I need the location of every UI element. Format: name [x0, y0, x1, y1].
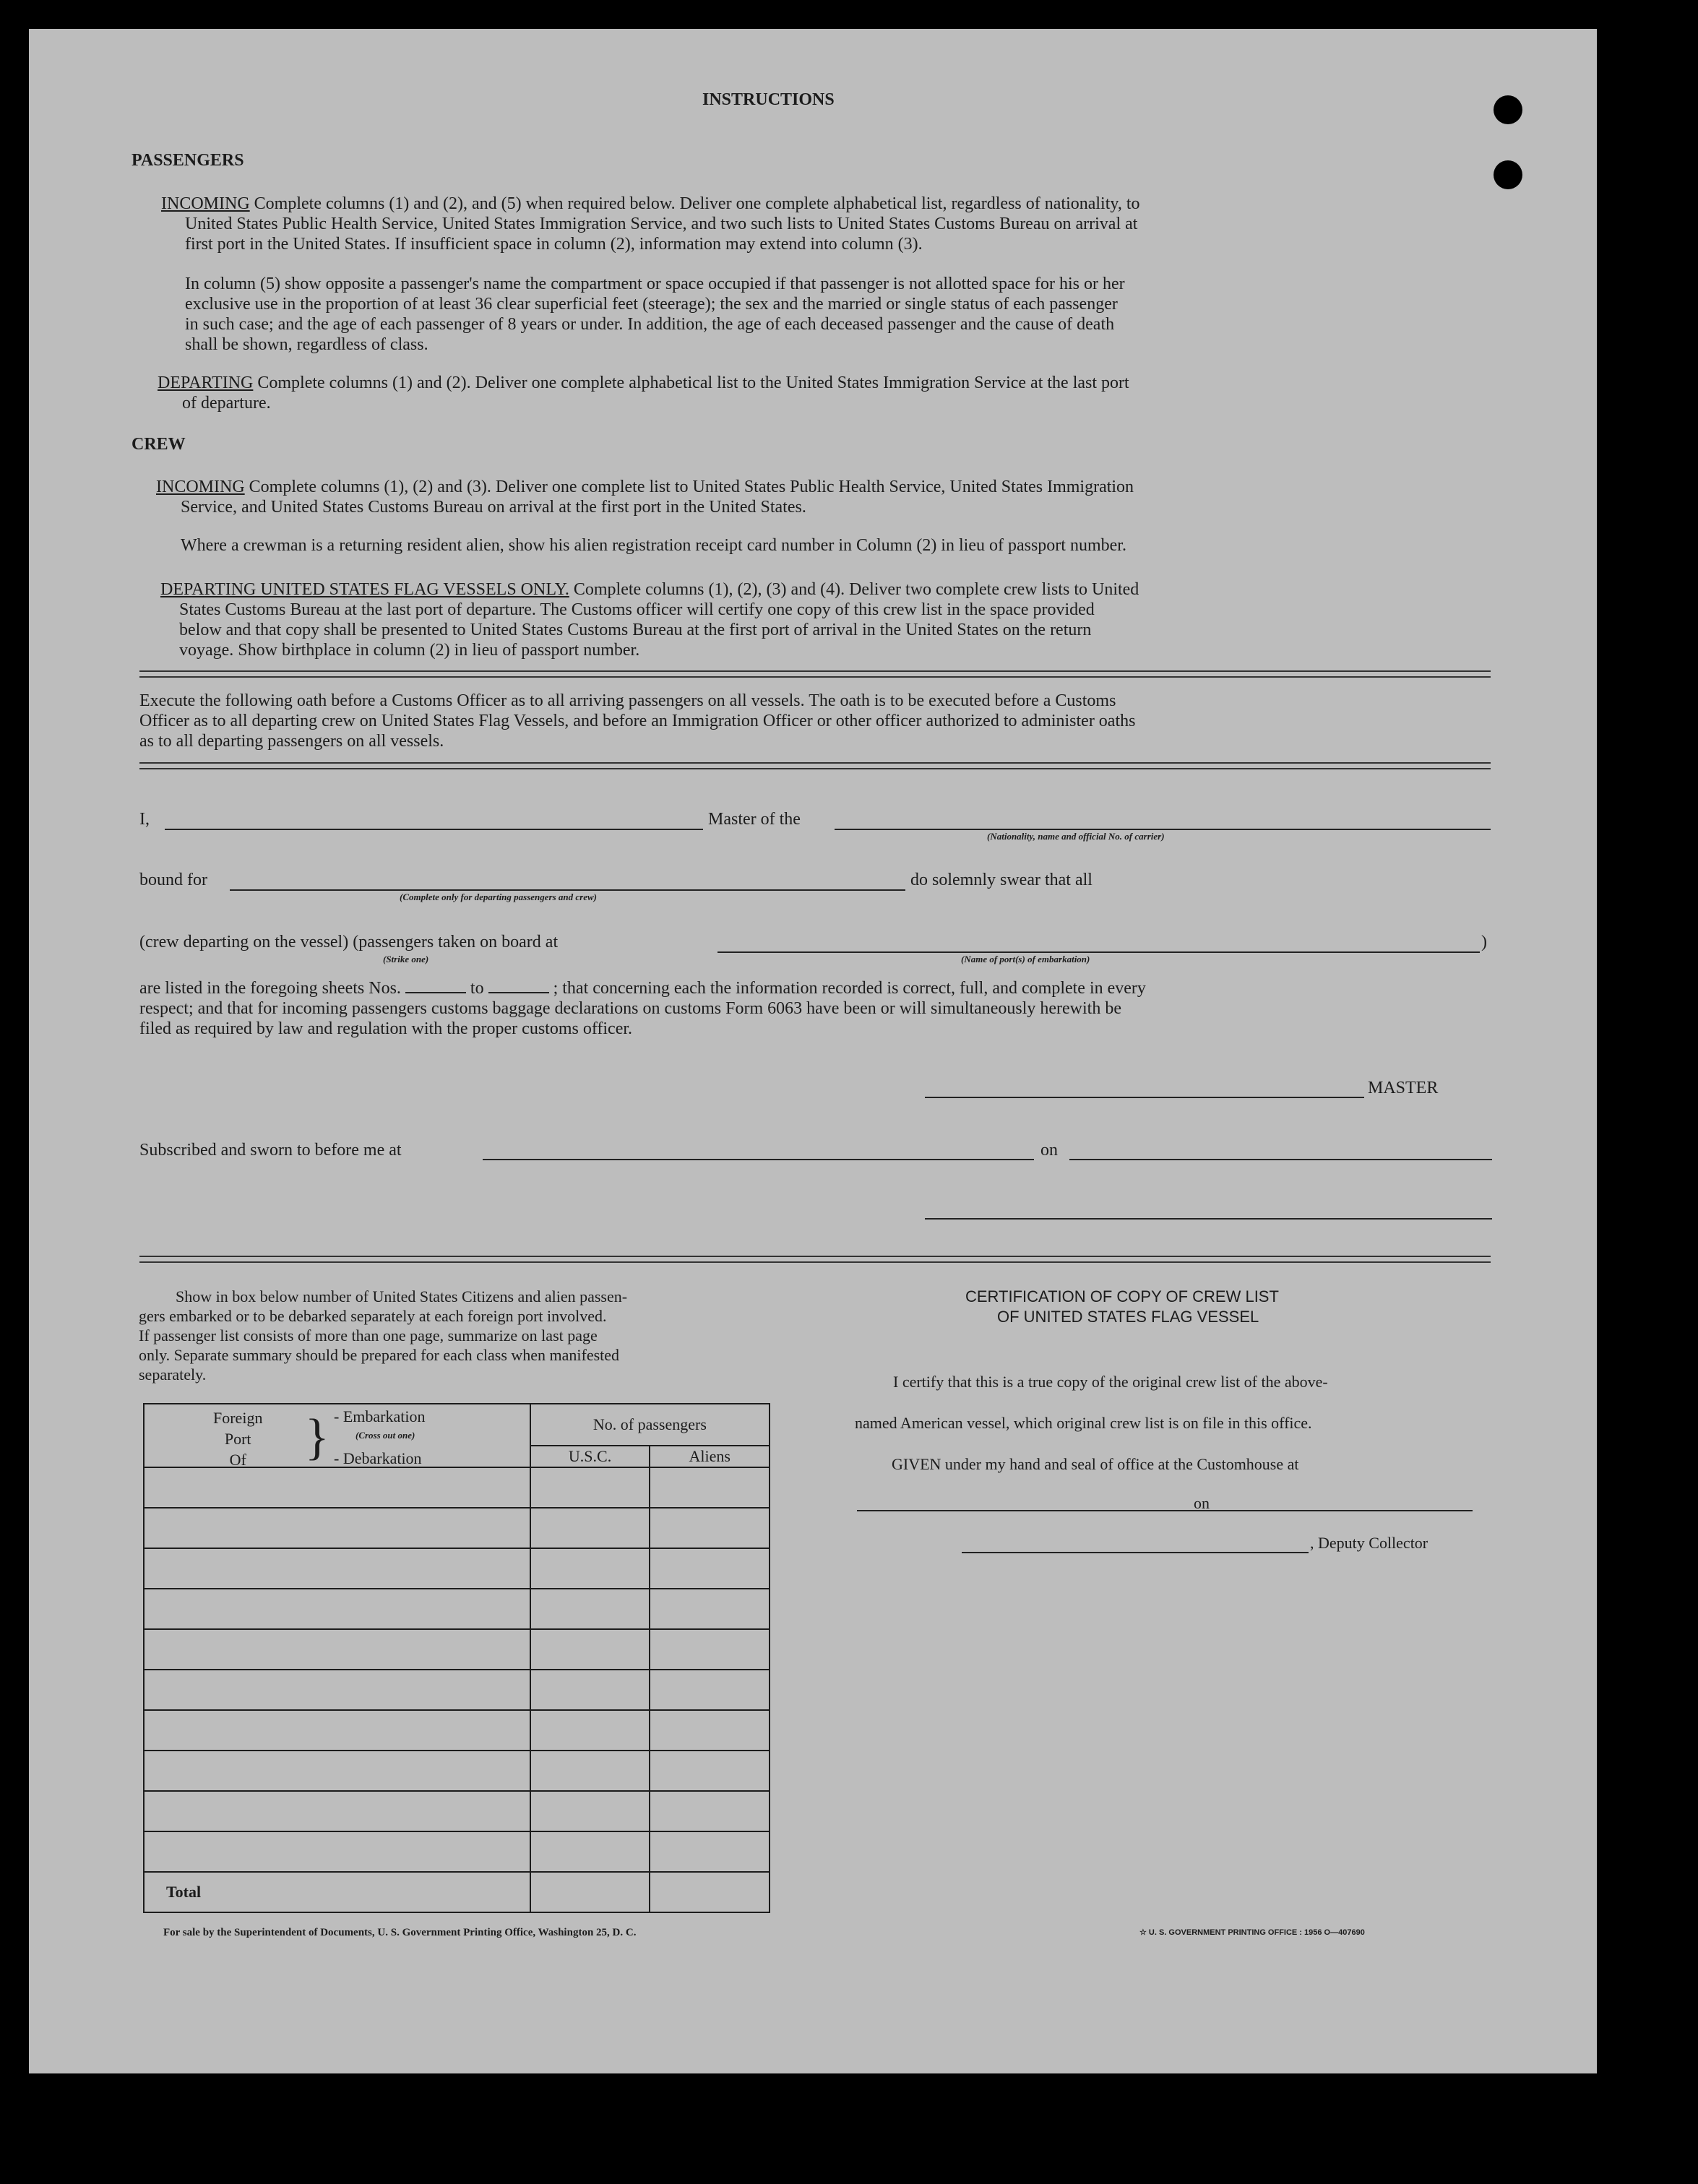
customhouse-field[interactable] — [857, 1510, 1222, 1511]
certification-title2: OF UNITED STATES FLAG VESSEL — [997, 1308, 1259, 1326]
crew-departing-line2: States Customs Bureau at the last port of departure. The Customs officer will certify one copy of this crew list in the space provided — [179, 600, 1095, 619]
crew-resident-line: Where a crewman is a returning resident alien, show his alien registration receipt card number in Column (2) in lieu of passport number. — [181, 536, 1126, 555]
aliens-cell[interactable] — [650, 1508, 770, 1548]
certification-title1: CERTIFICATION OF COPY OF CREW LIST — [965, 1287, 1279, 1305]
certification-line3: GIVEN under my hand and seal of office at the Customhouse at — [892, 1455, 1299, 1473]
certification-on-label: on — [1194, 1494, 1210, 1512]
subscribed-date-field[interactable] — [1069, 1159, 1492, 1160]
master-name-field[interactable] — [165, 829, 703, 830]
summary-line5: separately. — [139, 1365, 207, 1384]
usc-cell[interactable] — [530, 1589, 650, 1629]
col5-line3: in such case; and the age of each passenger of 8 years or under. In addition, the age of each deceased passenger and the cause of death — [185, 315, 1115, 334]
crew-incoming-line2: Service, and United States Customs Bureau on arrival at the first port in the United States. — [181, 498, 806, 517]
subscribed-on-label: on — [1040, 1141, 1058, 1160]
port-header: Foreign Port Of } - Embarkation (Cross out one) - Debarkation — [144, 1404, 530, 1467]
sheet-from-field[interactable] — [405, 979, 466, 993]
ports-caption: (Name of port(s) of embarkation) — [961, 954, 1090, 964]
port-cell[interactable] — [144, 1508, 530, 1548]
brace: } — [305, 1410, 329, 1465]
subscribed-label: Subscribed and sworn to before me at — [139, 1141, 402, 1160]
passengers-incoming-line1: INCOMING Complete columns (1) and (2), and (5) when required below. Deliver one complete alphabetical list, regardless of nationality, to — [161, 194, 1140, 213]
sheet-to-field[interactable] — [488, 979, 549, 993]
aliens-cell[interactable] — [650, 1831, 770, 1872]
oath-intro-line2: Officer as to all departing crew on United States Flag Vessels, and before an Immigration Officer or other officer authorized to administer oaths — [139, 712, 1136, 730]
certification-date-field[interactable] — [1221, 1510, 1473, 1511]
crew-departing-label: (crew departing on the vessel) (passengers taken on board at — [139, 933, 559, 951]
col5-line2: exclusive use in the proportion of at least 36 clear superficial feet (steerage); the sex and the married or single status of each passenger — [185, 295, 1118, 314]
usc-cell[interactable] — [530, 1670, 650, 1710]
deputy-signature-field[interactable] — [962, 1552, 1309, 1553]
usc-cell[interactable] — [530, 1548, 650, 1589]
crew-incoming-label: INCOMING — [156, 478, 245, 496]
close-paren: ) — [1481, 933, 1487, 951]
summary-line4: only. Separate summary should be prepared for each class when manifested — [139, 1346, 620, 1364]
certification-line1: I certify that this is a true copy of the original crew list of the above- — [893, 1373, 1328, 1391]
deputy-collector-label: , Deputy Collector — [1310, 1534, 1428, 1552]
listed-line: are listed in the foregoing sheets Nos. to ; that concerning each the information recorded is correct, full, and complete in every — [139, 979, 1146, 998]
summary-line1: Show in box below number of United States Citizens and alien passen- — [176, 1287, 628, 1305]
passenger-summary-table — [143, 1403, 770, 1913]
oath-i-label: I, — [139, 810, 150, 829]
port-cell[interactable] — [144, 1467, 530, 1508]
passengers-departing-line1: DEPARTING Complete columns (1) and (2). Deliver one complete alphabetical list to the United States Immigration Service at the last port — [158, 374, 1129, 392]
port-cell[interactable] — [144, 1710, 530, 1751]
crew-departing-line4: voyage. Show birthplace in column (2) in lieu of passport number. — [179, 641, 640, 660]
subscribed-place-field[interactable] — [483, 1159, 1034, 1160]
col5-line1: In column (5) show opposite a passenger's name the compartment or space occupied if that passenger is not allotted space for his or her — [185, 275, 1125, 293]
aliens-cell[interactable] — [650, 1467, 770, 1508]
bound-caption: (Complete only for departing passengers and crew) — [400, 892, 597, 902]
aliens-cell[interactable] — [650, 1751, 770, 1791]
aliens-cell[interactable] — [650, 1589, 770, 1629]
port-cell[interactable] — [144, 1791, 530, 1831]
aliens-total-cell[interactable] — [650, 1872, 770, 1912]
footer-left: For sale by the Superintendent of Documents, U. S. Government Printing Office, Washington 25, D. C. — [163, 1927, 637, 1938]
incoming-label: INCOMING — [161, 194, 250, 213]
total-label: Total — [144, 1872, 530, 1912]
crew-departing-line3: below and that copy shall be presented to United States Customs Bureau at the first port of arrival in the United States on the return — [179, 621, 1092, 639]
aliens-cell[interactable] — [650, 1548, 770, 1589]
crew-departing-line1: DEPARTING UNITED STATES FLAG VESSELS ONLY. Complete columns (1), (2), (3) and (4). Deliver two complete crew lists to United — [160, 580, 1139, 599]
swear-label: do solemnly swear that all — [910, 871, 1093, 889]
punch-hole — [1494, 160, 1522, 189]
aliens-cell[interactable] — [650, 1710, 770, 1751]
crew-heading: CREW — [132, 435, 186, 454]
passengers-departing-line2: of departure. — [182, 394, 271, 413]
usc-cell[interactable] — [530, 1508, 650, 1548]
departing-label: DEPARTING — [158, 374, 254, 392]
usc-cell[interactable] — [530, 1831, 650, 1872]
port-cell[interactable] — [144, 1751, 530, 1791]
oath-line3: filed as required by law and regulation with the proper customs officer. — [139, 1019, 633, 1038]
aliens-header: Aliens — [650, 1446, 770, 1467]
col5-line4: shall be shown, regardless of class. — [185, 335, 428, 354]
port-cell[interactable] — [144, 1670, 530, 1710]
divider — [139, 762, 1491, 769]
carrier-field[interactable] — [835, 829, 1491, 830]
divider — [139, 670, 1491, 678]
aliens-cell[interactable] — [650, 1670, 770, 1710]
page-title: INSTRUCTIONS — [702, 90, 835, 109]
summary-line3: If passenger list consists of more than one page, summarize on last page — [139, 1326, 598, 1345]
oath-intro-line1: Execute the following oath before a Customs Officer as to all arriving passengers on all vessels. The oath is to be executed before a Customs — [139, 691, 1116, 710]
usc-cell[interactable] — [530, 1710, 650, 1751]
port-cell[interactable] — [144, 1629, 530, 1670]
bound-for-label: bound for — [139, 871, 207, 889]
passengers-incoming-line2: United States Public Health Service, United States Immigration Service, and two such lists to United States Customs Bureau on arrival at — [185, 215, 1138, 233]
master-label: MASTER — [1368, 1079, 1439, 1097]
nationality-caption: (Nationality, name and official No. of carrier) — [987, 831, 1165, 842]
master-signature-field[interactable] — [925, 1097, 1364, 1098]
port-cell[interactable] — [144, 1831, 530, 1872]
bound-for-field[interactable] — [230, 889, 905, 891]
usc-cell[interactable] — [530, 1791, 650, 1831]
oath-intro-line3: as to all departing passengers on all vessels. — [139, 732, 444, 751]
aliens-cell[interactable] — [650, 1629, 770, 1670]
usc-cell[interactable] — [530, 1629, 650, 1670]
master-of-the-label: Master of the — [708, 810, 801, 829]
form-page — [29, 29, 1597, 2073]
summary-line2: gers embarked or to be debarked separately at each foreign port involved. — [139, 1307, 607, 1325]
punch-hole — [1494, 95, 1522, 124]
aliens-cell[interactable] — [650, 1791, 770, 1831]
passengers-heading: PASSENGERS — [132, 151, 244, 170]
crew-incoming-line1: INCOMING Complete columns (1), (2) and (3). Deliver one complete list to United States Public Health Service, United States Immigration — [156, 478, 1134, 496]
usc-cell[interactable] — [530, 1467, 650, 1508]
footer-right: ☆ U. S. GOVERNMENT PRINTING OFFICE : 1956 O—407690 — [1139, 1928, 1365, 1937]
usc-total-cell[interactable] — [530, 1872, 650, 1912]
oath-line2: respect; and that for incoming passengers customs baggage declarations on customs Form 6063 have been or will simultaneously herewith be — [139, 999, 1121, 1018]
strike-caption: (Strike one) — [383, 954, 429, 964]
passengers-incoming-line3: first port in the United States. If insufficient space in column (2), information may extend into column (3). — [185, 235, 923, 254]
usc-header: U.S.C. — [530, 1446, 650, 1467]
certification-line2: named American vessel, which original crew list is on file in this office. — [855, 1414, 1312, 1432]
port-cell[interactable] — [144, 1589, 530, 1629]
embarkation-port-field[interactable] — [717, 951, 1480, 953]
officer-signature-field[interactable] — [925, 1218, 1492, 1220]
usc-cell[interactable] — [530, 1751, 650, 1791]
divider — [139, 1256, 1491, 1263]
port-cell[interactable] — [144, 1548, 530, 1589]
crew-departing-label: DEPARTING UNITED STATES FLAG VESSELS ONLY. — [160, 580, 569, 599]
no-passengers-header: No. of passengers — [530, 1404, 770, 1446]
